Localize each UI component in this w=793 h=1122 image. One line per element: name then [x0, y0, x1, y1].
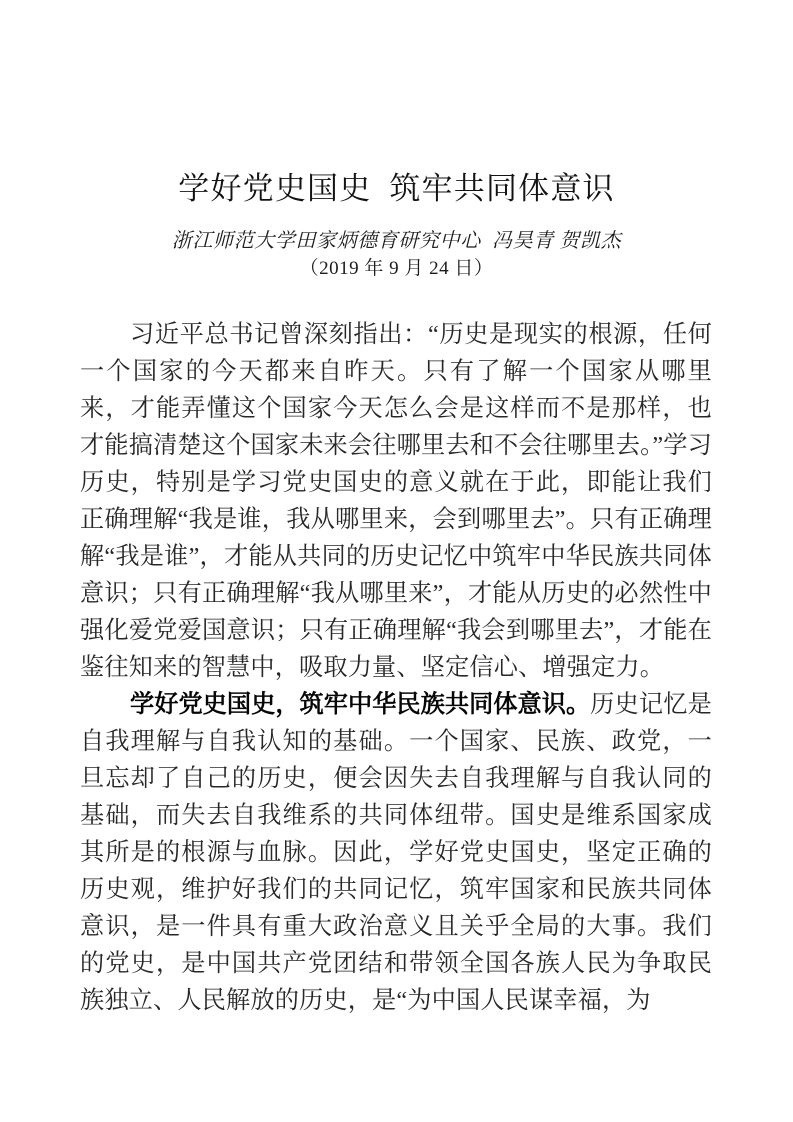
document-title: 学好党史国史 筑牢共同体意识: [178, 171, 615, 206]
document-date-line: （2019 年 9 月 24 日）: [299, 258, 494, 279]
document-body: [80, 316, 712, 1019]
body-paragraph-1: [80, 316, 712, 686]
document-byline: 浙江师范大学田家炳德育研究中心 冯昊青 贺凯杰: [171, 230, 622, 252]
paragraph-bold-lead: 学好党史国史，筑牢中华民族共同体意识。: [130, 690, 591, 718]
paragraph-text: 习近平总书记曾深刻指出：“历史是现实的根源，任何一个国家的今天都来自昨天。只有了解一个国家从哪里来，才能弄懂这个国家今天怎么会是这样而不是那样，也才能搞清楚这个国家未来会往哪里去和不会往哪里去。”学习历史，特别是学习党史国史的意义就在于此，即能让我们正确理解“我是谁，我从哪里来，会到哪里去”。只有正确理解“我是谁”，才能从共同的历史记忆中筑牢中华民族共同体意识；只有正确理解“我从哪里来”，才能从历史的必然性中强化爱党爱国意识；只有正确理解“我会到哪里去”，才能在鉴往知来的智慧中，吸取力量、坚定信心、增强定力。: [80, 321, 712, 681]
paragraph-text: 历史记忆是自我理解与自我认知的基础。一个国家、民族、政党，一旦忘却了自己的历史，便会因失去自我理解与自我认同的基础，而失去自我维系的共同体纽带。国史是维系国家成其所是的根源与血脉。因此，学好党史国史，坚定正确的历史观，维护好我们的共同记忆，筑牢国家和民族共同体意识，是一件具有重大政治意义且关乎全局的大事。我们的党史，是中国共产党团结和带领全国各族人民为争取民族独立、人民解放的历史，是“为中国人民谋幸福，为: [80, 691, 712, 1014]
body-paragraph-2: [80, 686, 712, 1019]
